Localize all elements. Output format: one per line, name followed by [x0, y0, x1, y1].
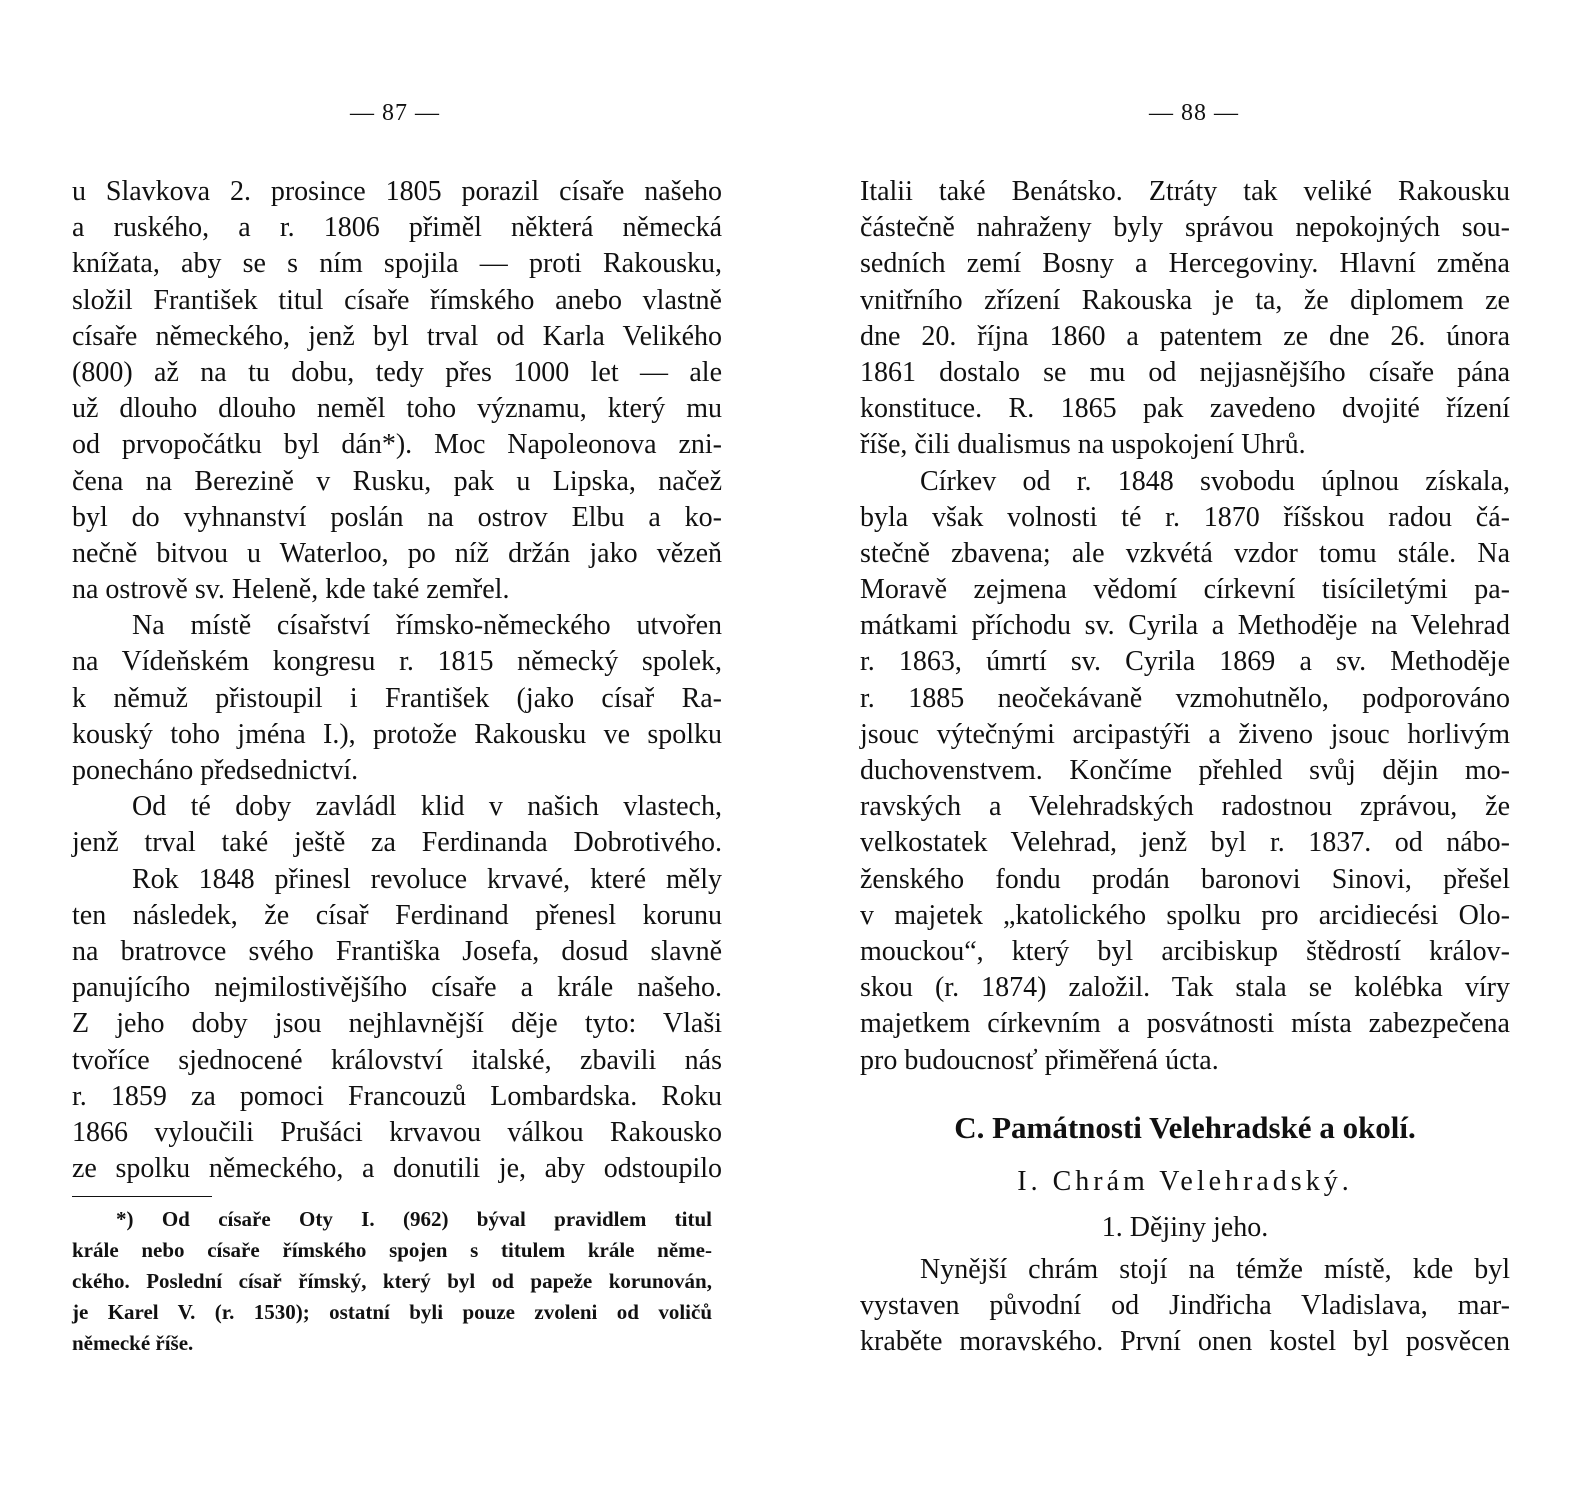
text-line: byla však volnosti té r. 1870 říšskou radou čá-	[860, 501, 1510, 533]
footnote-line: krále nebo císaře římského spojen s titulem krále něme-	[72, 1238, 712, 1262]
text-line: Rok 1848 přinesl revoluce krvavé, které měly	[132, 863, 722, 895]
text-line: skou (r. 1874) založil. Tak stala se kolébka víry	[860, 972, 1510, 1004]
text-line: velkostatek Velehrad, jenž byl r. 1837. od nábo-	[860, 827, 1510, 859]
footnote-line: německé říše.	[72, 1331, 194, 1355]
body-text	[860, 174, 1510, 1079]
text-line: r. 1885 neočekávaně vzmohutnělo, podporováno	[860, 682, 1510, 714]
right-page	[794, 0, 1588, 1500]
text-line: čena na Berezině v Rusku, pak u Lipska, načež	[72, 465, 722, 497]
text-line: sedních zemí Bosny a Hercegoviny. Hlavní změna	[860, 248, 1510, 280]
page-number: — 88 —	[1149, 100, 1239, 126]
text-line: říše, čili dualismus na uspokojení Uhrů.	[860, 429, 1306, 461]
text-line: na Vídeňském kongresu r. 1815 německý spolek,	[72, 646, 722, 678]
body-text-after-heading	[860, 1252, 1510, 1361]
text-line: v majetek „katolického spolku pro arcidiecési Olo-	[860, 899, 1510, 931]
page-number: — 87 —	[350, 100, 440, 126]
footnote-line: ckého. Poslední císař římský, který byl od papeže korunován,	[72, 1269, 712, 1293]
text-line: ravských a Velehradských radostnou zprávou, že	[860, 791, 1510, 823]
text-line: Na místě císařství římsko-německého utvořen	[132, 610, 722, 642]
footnote-line: *) Od císaře Oty I. (962) býval pravidlem titul	[116, 1207, 712, 1231]
text-line: jsouc výtečnými arcipastýři a živeno jsouc horlivým	[860, 718, 1510, 750]
text-line: ženského fondu prodán baronovi Sinovi, přešel	[860, 863, 1510, 895]
text-line: kraběte moravského. První onen kostel byl posvěcen	[860, 1326, 1510, 1358]
text-line: Moravě zejmena vědomí církevní tisíciletými pa-	[860, 574, 1510, 606]
text-line: od prvopočátku byl dán*). Moc Napoleonova zni-	[72, 429, 722, 461]
sub-heading: I. Chrám Velehradský.	[1017, 1166, 1353, 1197]
text-line: na bratrovce svého Františka Josefa, dosud slavně	[72, 935, 722, 967]
text-line: mouckou“, který byl arcibiskup štědrostí králov-	[860, 935, 1510, 967]
text-line: tvoříce sjednocené království italské, zbavili nás	[72, 1044, 722, 1076]
text-line: už dlouho dlouho neměl toho významu, který mu	[72, 393, 722, 425]
text-line: Od té doby zavládl klid v našich vlastech,	[132, 791, 722, 823]
text-line: 1861 dostalo se mu od nejjasnějšího císaře pána	[860, 356, 1510, 388]
body-text	[72, 174, 722, 1187]
footnote-line: je Karel V. (r. 1530); ostatní byli pouze zvoleni od voličů	[72, 1300, 712, 1324]
text-line: stečně zbavena; ale vzkvétá vzdor tomu stále. Na	[860, 537, 1510, 569]
text-line: vystaven původní od Jindřicha Vladislava, mar-	[860, 1290, 1510, 1322]
text-line: dne 20. října 1860 a patentem ze dne 26. února	[860, 320, 1510, 352]
text-line: na ostrově sv. Heleně, kde také zemřel.	[72, 574, 510, 606]
text-line: nečně bitvou u Waterloo, po níž držán jako vězeň	[72, 537, 722, 569]
text-line: částečně nahraženy byly správou nepokojných sou-	[860, 212, 1510, 244]
footnote	[72, 1204, 712, 1359]
text-line: ponecháno předsednictví.	[72, 755, 359, 786]
text-line: mátkami příchodu sv. Cyrila a Methoděje na Velehrad	[860, 610, 1510, 642]
text-line: a ruského, a r. 1806 přiměl některá německá	[72, 212, 722, 244]
text-line: (800) až na tu dobu, tedy přes 1000 let — ale	[72, 356, 722, 388]
text-line: jenž trval také ještě za Ferdinanda Dobrotivého.	[72, 827, 722, 859]
text-line: Z jeho doby jsou nejhlavnější děje tyto: Vlaši	[72, 1008, 722, 1040]
footnote-rule	[72, 1196, 212, 1197]
text-line: knížata, aby se s ním spojila — proti Rakousku,	[72, 248, 722, 280]
sub-sub-heading: 1. Dějiny jeho.	[1101, 1212, 1269, 1243]
text-line: kouský toho jména I.), protože Rakousku ve spolku	[72, 718, 722, 750]
text-line: u Slavkova 2. prosince 1805 porazil císaře našeho	[72, 176, 722, 207]
text-line: vnitřního zřízení Rakouska je ta, že diplomem ze	[860, 284, 1510, 316]
text-line: duchovenstvem. Končíme přehled svůj dějin mo-	[860, 755, 1510, 786]
text-line: ze spolku německého, a donutili je, aby odstoupilo	[72, 1153, 722, 1185]
text-line: majetkem církevním a posvátnosti místa zabezpečena	[860, 1008, 1510, 1040]
text-line: Italii také Benátsko. Ztráty tak veliké Rakousku	[860, 176, 1510, 207]
text-line: byl do vyhnanství poslán na ostrov Elbu a ko-	[72, 501, 722, 533]
text-line: panujícího nejmilostivějšího císaře a krále našeho.	[72, 972, 722, 1004]
text-line: k němuž přistoupil i František (jako císař Ra-	[72, 682, 722, 714]
text-line: císaře německého, jenž byl trval od Karla Velikého	[72, 320, 722, 352]
text-line: r. 1859 za pomoci Francouzů Lombardska. Roku	[72, 1080, 722, 1112]
text-line: pro budoucnosť přiměřená úcta.	[860, 1044, 1219, 1076]
text-line: Církev od r. 1848 svobodu úplnou získala,	[920, 465, 1510, 497]
text-line: 1866 vyloučili Prušáci krvavou válkou Rakousko	[72, 1116, 722, 1148]
text-line: ten následek, že císař Ferdinand přenesl korunu	[72, 899, 722, 931]
text-line: složil František titul císaře římského anebo vlastně	[72, 284, 722, 316]
text-line: konstituce. R. 1865 pak zavedeno dvojité řízení	[860, 393, 1510, 425]
text-line: r. 1863, úmrtí sv. Cyrila 1869 a sv. Methoděje	[860, 646, 1510, 678]
section-heading: C. Památnosti Velehradské a okolí.	[954, 1110, 1416, 1145]
text-line: Nynější chrám stojí na témže místě, kde byl	[920, 1254, 1510, 1285]
